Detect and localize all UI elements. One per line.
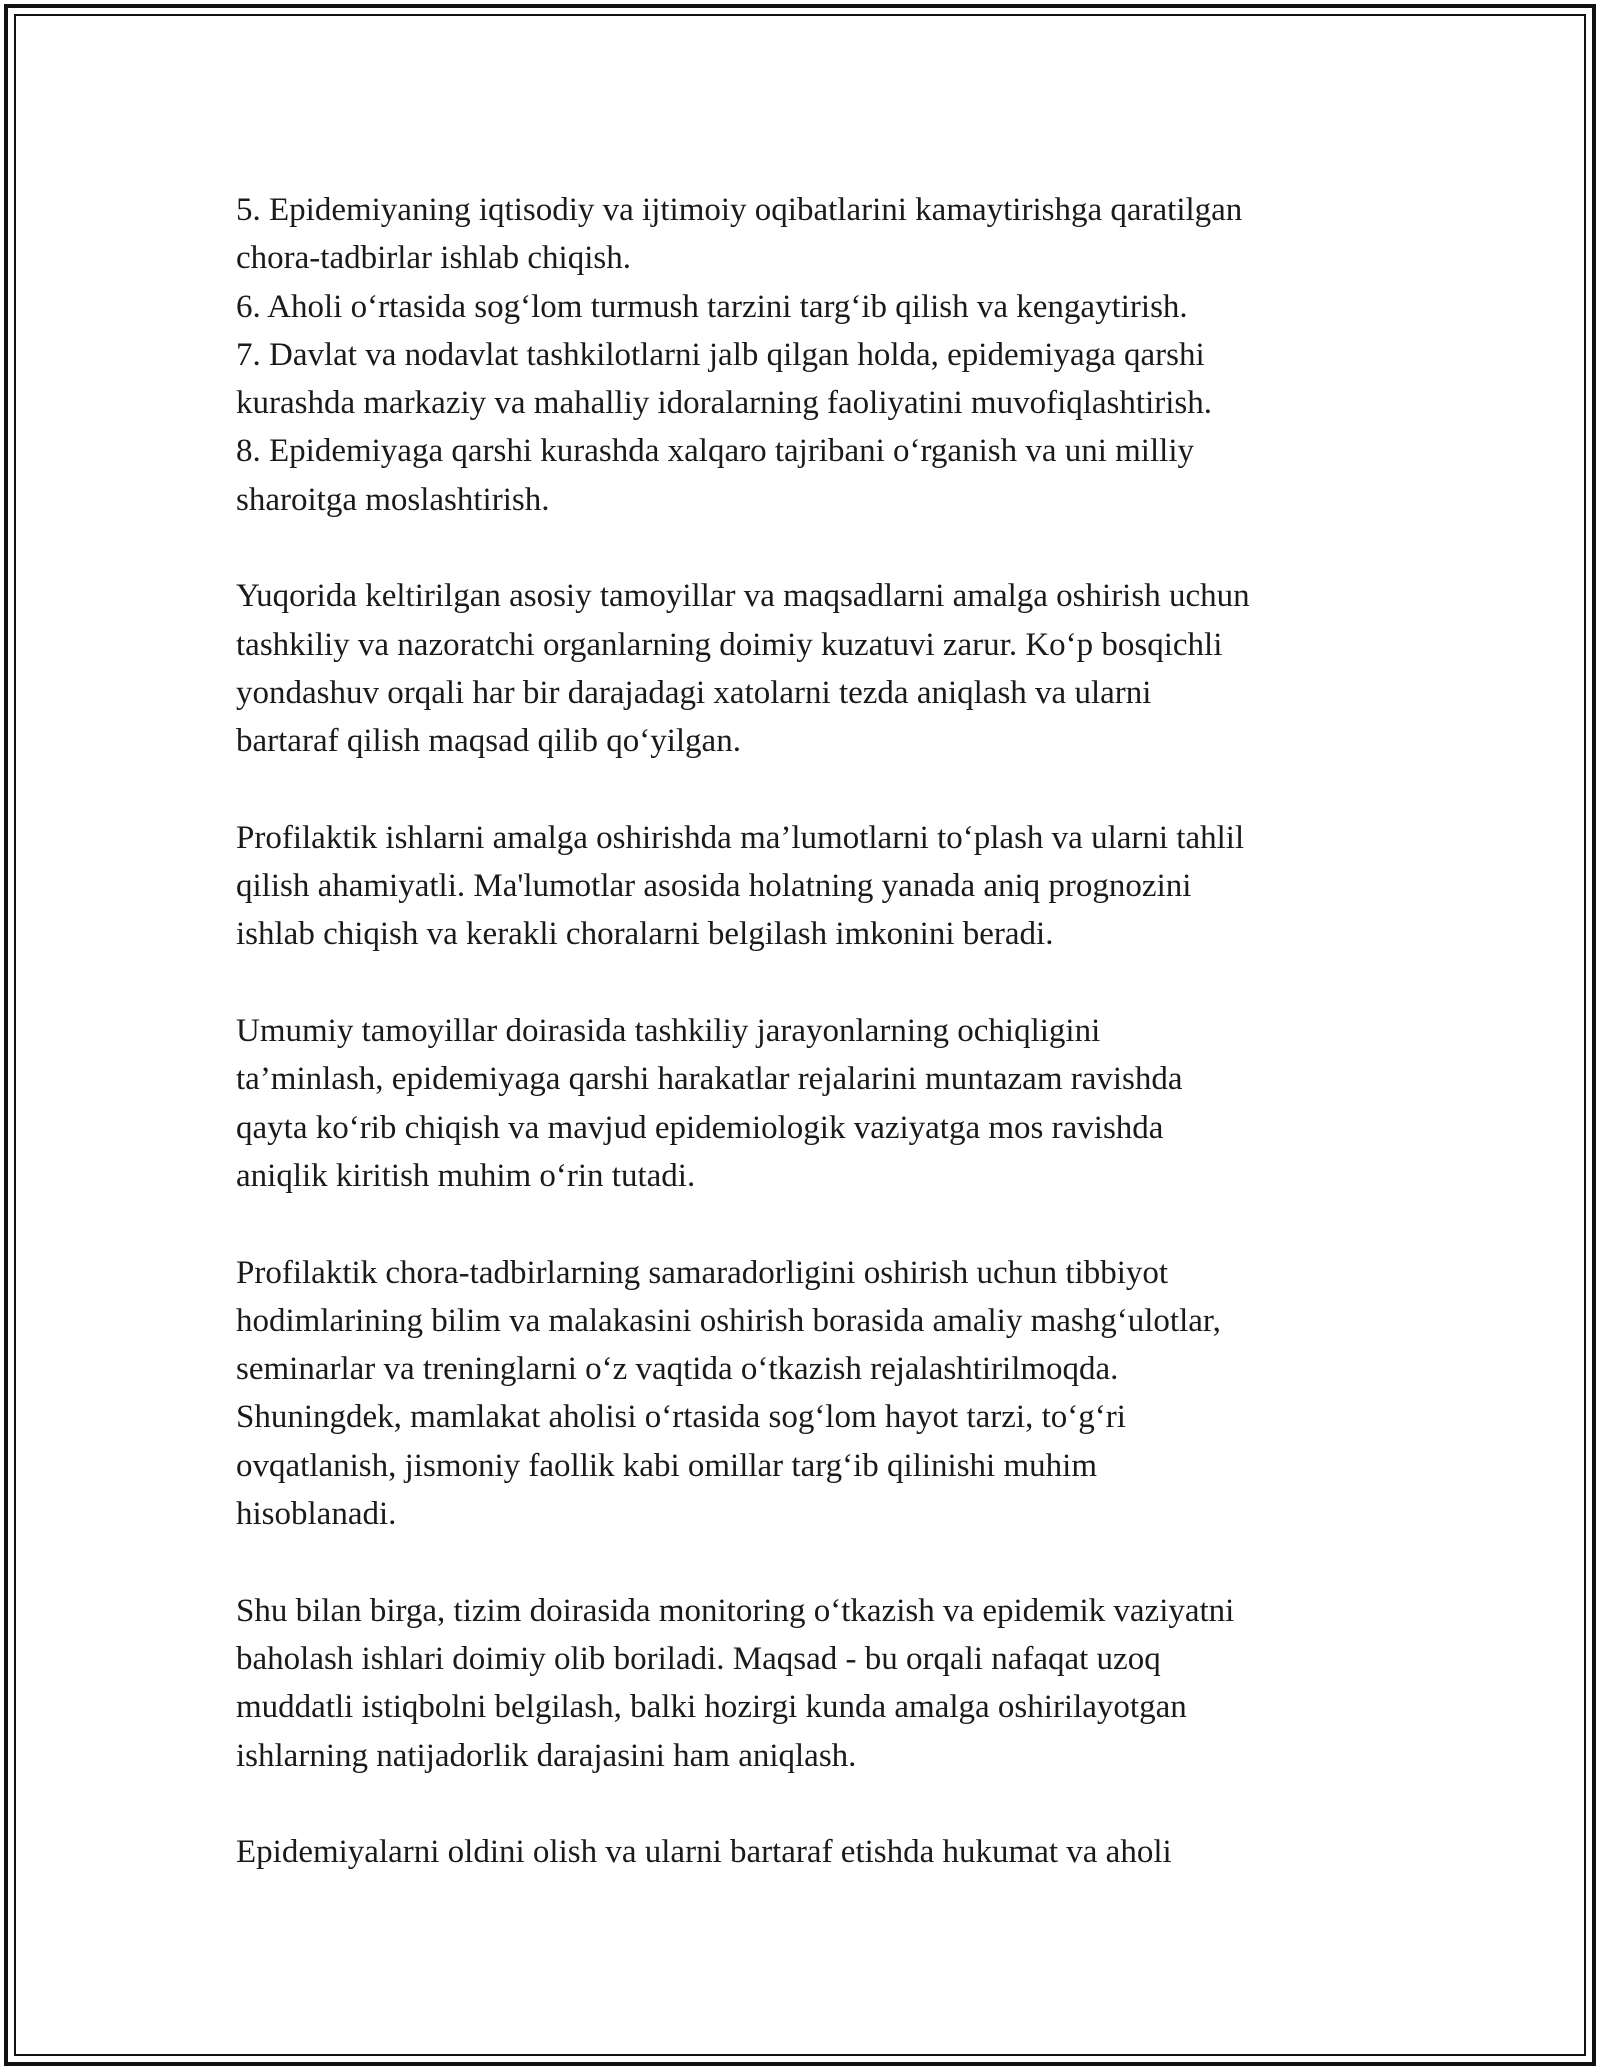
text-line: Profilaktik chora-tadbirlarning samaradorligini oshirish uchun tibbiyot [236, 1254, 1169, 1291]
text-line: aniqlik kiritish muhim o‘rin tutadi. [236, 1157, 696, 1194]
paragraph-principles [236, 572, 1376, 765]
text-line: Shu bilan birga, tizim doirasida monitoring o‘tkazish va epidemik vaziyatni [236, 1592, 1235, 1629]
text-line: hodimlarining bilim va malakasini oshirish borasida amaliy mashg‘ulotlar, [236, 1302, 1221, 1339]
text-line: ishlarning natijadorlik darajasini ham aniqlash. [236, 1737, 857, 1774]
paragraph-data-analysis [236, 814, 1376, 959]
text-line: ishlab chiqish va kerakli choralarni belgilash imkonini beradi. [236, 916, 1054, 953]
text-line: sharoitga moslashtirish. [236, 481, 550, 518]
text-line: 7. Davlat va nodavlat tashkilotlarni jalb qilgan holda, epidemiyaga qarshi [236, 336, 1205, 373]
text-line: hisoblanadi. [236, 1496, 397, 1533]
paragraph-transparency [236, 1007, 1376, 1200]
text-line: Yuqorida keltirilgan asosiy tamoyillar va maqsadlarni amalga oshirish uchun [236, 578, 1250, 615]
text-line: 5. Epidemiyaning iqtisodiy va ijtimoiy oqibatlarini kamaytirishga qaratilgan [236, 192, 1243, 228]
text-line: Shuningdek, mamlakat aholisi o‘rtasida sog‘lom hayot tarzi, to‘g‘ri [236, 1399, 1126, 1436]
list-item-5 [236, 186, 1376, 283]
document-body [236, 186, 1376, 1925]
text-line: baholash ishlari doimiy olib boriladi. Maqsad - bu orqali nafaqat uzoq [236, 1640, 1161, 1677]
text-line: ta’minlash, epidemiyaga qarshi harakatlar rejalarini muntazam ravishda [236, 1061, 1183, 1098]
text-line: bartaraf qilish maqsad qilib qo‘yilgan. [236, 723, 741, 760]
text-line: qilish ahamiyatli. Ma'lumotlar asosida holatning yanada aniq prognozini [236, 868, 1192, 905]
list-item-6 [236, 283, 1376, 331]
text-line: qayta ko‘rib chiqish va mavjud epidemiologik vaziyatga mos ravishda [236, 1109, 1164, 1146]
text-line: kurashda markaziy va mahalliy idoralarning faoliyatini muvofiqlashtirish. [236, 385, 1212, 422]
text-line: chora-tadbirlar ishlab chiqish. [236, 240, 631, 277]
list-item-7 [236, 331, 1376, 428]
numbered-list [236, 186, 1376, 524]
text-line: tashkiliy va nazoratchi organlarning doimiy kuzatuvi zarur. Ko‘p bosqichli [236, 626, 1223, 663]
paragraph-prevention [236, 1828, 1376, 1876]
paragraph-monitoring [236, 1587, 1376, 1780]
text-line: Profilaktik ishlarni amalga oshirishda ma’lumotlarni to‘plash va ularni tahlil [236, 819, 1245, 856]
text-line: seminarlar va treninglarni o‘z vaqtida o‘tkazish rejalashtirilmoqda. [236, 1351, 1119, 1388]
text-line: Umumiy tamoyillar doirasida tashkiliy jarayonlarning ochiqligini [236, 1013, 1101, 1050]
paragraph-training [236, 1249, 1376, 1539]
text-line: muddatli istiqbolni belgilash, balki hozirgi kunda amalga oshirilayotgan [236, 1689, 1187, 1726]
text-line: ovqatlanish, jismoniy faollik kabi omillar targ‘ib qilinishi muhim [236, 1447, 1097, 1484]
list-item-8 [236, 427, 1376, 524]
text-line: Epidemiyalarni oldini olish va ularni bartaraf etishda hukumat va aholi [236, 1834, 1172, 1871]
text-line: 6. Aholi o‘rtasida sog‘lom turmush tarzini targ‘ib qilish va kengaytirish. [236, 288, 1188, 325]
text-line: yondashuv orqali har bir darajadagi xatolarni tezda aniqlash va ularni [236, 674, 1152, 711]
text-line: 8. Epidemiyaga qarshi kurashda xalqaro tajribani o‘rganish va uni milliy [236, 433, 1194, 470]
